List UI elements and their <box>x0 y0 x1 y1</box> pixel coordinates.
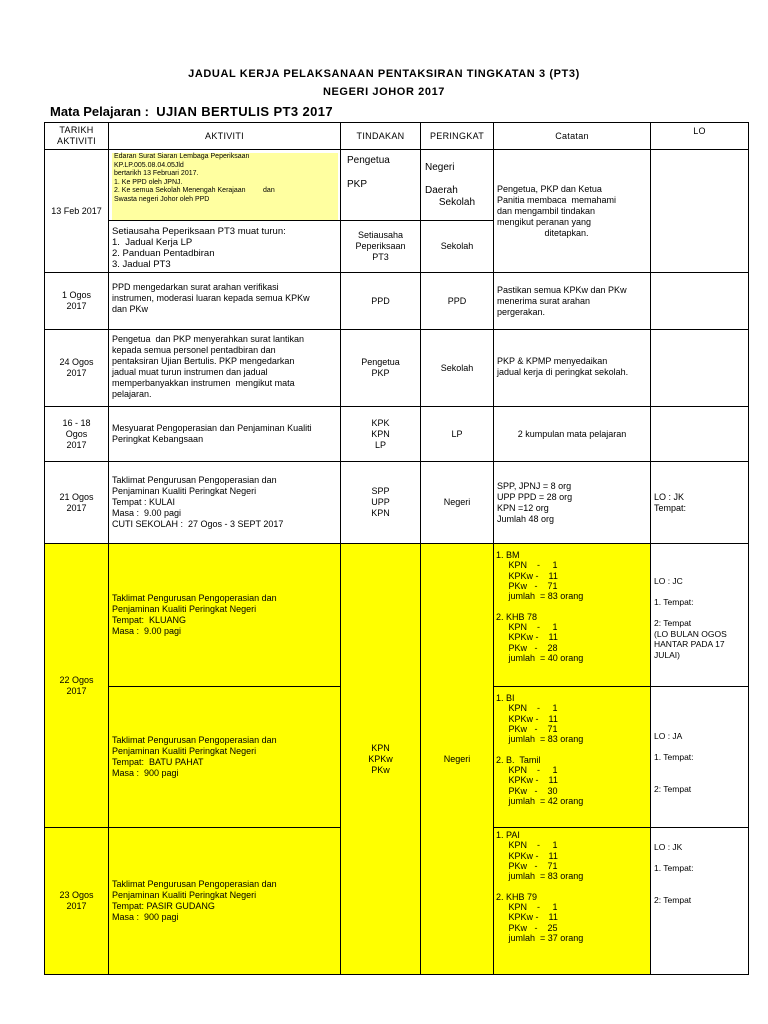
document-subtitle: NEGERI JOHOR 2017 <box>322 86 446 98</box>
row2-peringkat: PPD <box>420 272 494 330</box>
header-tindakan: TINDAKAN <box>340 122 421 150</box>
row1-activity-a-cell <box>108 149 341 221</box>
row4-peringkat: LP <box>420 406 494 462</box>
row3-date: 24 Ogos 2017 <box>44 329 109 407</box>
header-lo: LO <box>650 122 749 150</box>
row5-peringkat: Negeri <box>420 461 494 544</box>
subject-line <box>50 104 333 119</box>
row2-catatan: Pastikan semua KPKw dan PKw menerima surat arahan pergerakan. <box>493 272 651 330</box>
row1-catatan: Pengetua, PKP dan Ketua Panitia membaca memahami dan mengambil tindakan mengikut peranan yang ditetapkan. <box>493 149 651 273</box>
row2-activity: PPD mengedarkan surat arahan verifikasi instrumen, moderasi luaran kepada semua KPKw dan PKw <box>108 272 341 330</box>
row6-lo-b: LO : JA 1. Tempat: 2: Tempat <box>650 686 749 828</box>
row4-activity: Mesyuarat Pengoperasian dan Penjaminan Kualiti Peringkat Kebangsaan <box>108 406 341 462</box>
row7-date: 23 Ogos 2017 <box>44 827 109 975</box>
header-peringkat: PERINGKAT <box>420 122 494 150</box>
row2-tindakan: PPD <box>340 272 421 330</box>
merged-tindakan: KPN KPKw PKw <box>340 543 421 975</box>
row7-activity: Taklimat Pengurusan Pengoperasian dan Penjaminan Kualiti Peringkat Negeri Tempat: PASIR GUDANG Masa : 900 pagi <box>108 827 341 975</box>
row6-catatan-a: 1. BM KPN - 1 KPKw - 11 PKw - 71 jumlah = 83 orang 2. KHB 78 KPN - 1 KPKw - 11 PKw - 28 jumlah = 40 orang <box>493 543 651 687</box>
subject-value: UJIAN BERTULIS PT3 2017 <box>156 104 334 119</box>
row3-tindakan: Pengetua PKP <box>340 329 421 407</box>
row6-activity-b: Taklimat Pengurusan Pengoperasian dan Penjaminan Kualiti Peringkat Negeri Tempat: BATU PAHAT Masa : 900 pagi <box>108 686 341 828</box>
header-catatan: Catatan <box>493 122 651 150</box>
row3-lo <box>650 329 749 407</box>
row2-date: 1 Ogos 2017 <box>44 272 109 330</box>
row3-catatan: PKP & KPMP menyedaikan jadual kerja di peringkat sekolah. <box>493 329 651 407</box>
row5-catatan: SPP, JPNJ = 8 org UPP PPD = 28 org KPN =12 org Jumlah 48 org <box>493 461 651 544</box>
row1-peringkat-b: Sekolah <box>420 220 494 273</box>
row4-date: 16 - 18 Ogos 2017 <box>44 406 109 462</box>
row3-activity: Pengetua dan PKP menyerahkan surat lantikan kepada semua personel pentadbiran dan pentaksiran Ujian Bertulis. PKP mengedarkan jadual muat turun instrumen dan jadual memperbanyakkan instrumen mengikut mata pelajaran. <box>108 329 341 407</box>
row1-date: 13 Feb 2017 <box>44 149 109 273</box>
header-aktiviti: AKTIVITI <box>108 122 341 150</box>
row4-lo <box>650 406 749 462</box>
row5-lo: LO : JK Tempat: <box>650 461 749 544</box>
row1-tindakan-b: Setiausaha Peperiksaan PT3 <box>340 220 421 273</box>
row3-peringkat: Sekolah <box>420 329 494 407</box>
row7-lo: LO : JK 1. Tempat: 2: Tempat <box>650 827 749 975</box>
row1-activity-b: Setiausaha Peperiksaan PT3 muat turun: 1. Jadual Kerja LP 2. Panduan Pentadbiran 3. Jadual PT3 <box>108 220 341 273</box>
row6-lo-a: LO : JC 1. Tempat: 2: Tempat (LO BULAN OGOS HANTAR PADA 17 JULAI) <box>650 543 749 687</box>
row2-lo <box>650 272 749 330</box>
merged-peringkat: Negeri <box>420 543 494 975</box>
row5-tindakan: SPP UPP KPN <box>340 461 421 544</box>
document-title: JADUAL KERJA PELAKSANAAN PENTAKSIRAN TINGKATAN 3 (PT3) <box>188 68 580 80</box>
header-tarikh: TARIKH AKTIVITI <box>44 122 109 150</box>
row4-tindakan: KPK KPN LP <box>340 406 421 462</box>
subject-label: Mata Pelajaran : <box>50 104 149 119</box>
row6-catatan-b: 1. BI KPN - 1 KPKw - 11 PKw - 71 jumlah = 83 orang 2. B. Tamil KPN - 1 KPKw - 11 PKw - 30 jumlah = 42 orang <box>493 686 651 828</box>
row1-lo <box>650 149 749 273</box>
row7-catatan: 1. PAI KPN - 1 KPKw - 11 PKw - 71 jumlah = 83 orang 2. KHB 79 KPN - 1 KPKw - 11 PKw - 25 jumlah = 37 orang <box>493 827 651 975</box>
row5-activity: Taklimat Pengurusan Pengoperasian dan Penjaminan Kualiti Peringkat Negeri Tempat : KULAI Masa : 9.00 pagi CUTI SEKOLAH : 27 Ogos - 3 SEPT 2017 <box>108 461 341 544</box>
row1-tindakan-a: Pengetua PKP <box>340 149 421 221</box>
row6-date: 22 Ogos 2017 <box>44 543 109 828</box>
row4-catatan: 2 kumpulan mata pelajaran <box>493 406 651 462</box>
row6-activity-a: Taklimat Pengurusan Pengoperasian dan Penjaminan Kualiti Peringkat Negeri Tempat: KLUANG Masa : 9.00 pagi <box>108 543 341 687</box>
row5-date: 21 Ogos 2017 <box>44 461 109 544</box>
row1-peringkat-a: Negeri Daerah Sekolah <box>420 149 494 221</box>
row1-activity-a: Edaran Surat Siaran Lembaga Peperiksaan KP.LP.005.08.04.05Jld bertarikh 13 Februari 2017. 1. Ke PPD oleh JPNJ. 2. Ke semua Sekolah Menengah Kerajaan dan Swasta negeri Johor oleh PPD <box>112 153 338 221</box>
